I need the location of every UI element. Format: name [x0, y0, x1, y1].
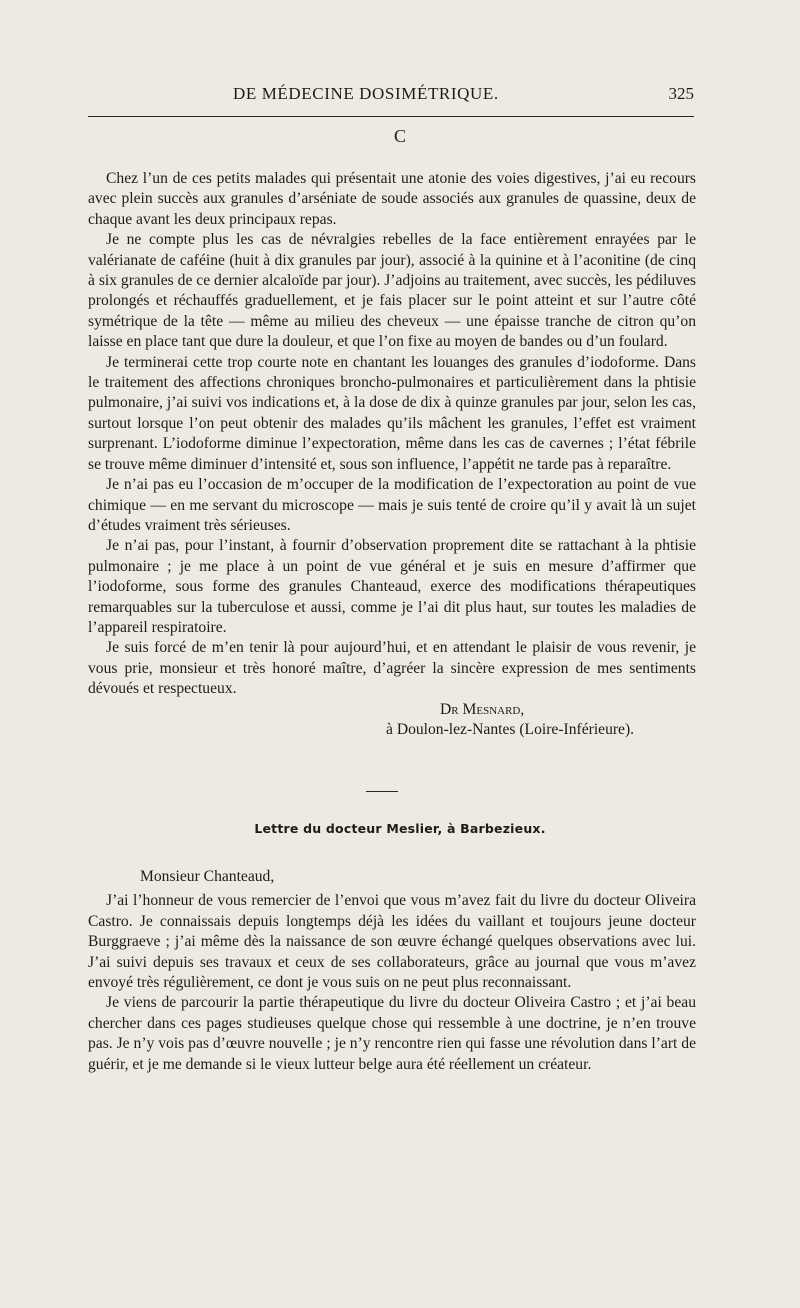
running-title: DE MÉDECINE DOSIMÉTRIQUE.	[233, 84, 499, 103]
letter-body	[88, 867, 696, 1075]
page-number: 325	[668, 84, 694, 103]
section-letter: C	[393, 126, 406, 146]
running-head	[88, 84, 694, 110]
paragraph: Je suis forcé de m’en tenir là pour aujourd’hui, et en attendant le plaisir de vous revenir, je vous prie, monsieur et très honoré maître, d’agréer la sincère expression de mes sentiments dévoués et respectueux.	[88, 639, 696, 698]
section-divider	[366, 791, 398, 792]
paragraph: J’ai l’honneur de vous remercier de l’envoi que vous m’avez fait du livre du docteur Oliveira Castro. Je connaissais depuis longtemps déjà les idées du vaillant et toujours jeune docteur Burggraeve ; j’ai même dès la naissance de son œuvre échangé quelques observations avec lui. J’ai suivi depuis ses travaux et ceux de ses collaborateurs, grâce au journal que vous m’avez envoyé très régulièrement, ce dont je vous suis on ne peut plus reconnaissant.	[88, 892, 696, 992]
header-rule	[88, 116, 694, 117]
letter-heading: Lettre du docteur Meslier, à Barbezieux.	[254, 821, 546, 836]
paragraph: Je terminerai cette trop courte note en chantant les louanges des granules d’iodoforme. Dans le traitement des affections chroniques broncho-pulmonaires et particulièrement dans la phtisie pulmonaire, j’ai suivi vos indications et, à la dose de dix à quinze granules par jour, selon les cas, surtout lorsque l’on peut obtenir des malades qu’ils mâchent les granules, l’effet est vraiment surprenant. L’iodoforme diminue l’expectoration, même dans les cas de cavernes ; l’état fébrile se trouve même diminuer d’intensité et, sous son influence, l’appétit ne tarde pas à reparaître.	[88, 353, 696, 473]
paragraph: Je viens de parcourir la partie thérapeutique du livre du docteur Oliveira Castro ; et j’ai beau chercher dans ces pages studieuses quelque chose qui ressemble à une doctrine, je n’en trouve pas. Je n’y vois pas d’œuvre nouvelle ; je n’y rencontre rien qui fasse une révolution dans l’art de guérir, et je me demande si le vieux lutteur belge aura été réellement un créateur.	[88, 994, 696, 1073]
paragraph: Chez l’un de ces petits malades qui présentait une atonie des voies digestives, j’ai eu recours avec plein succès aux granules d’arséniate de soude associés aux granules de quassine, deux de chaque avant les deux principaux repas.	[88, 170, 696, 228]
signature-place: à Doulon-lez-Nantes (Loire-Inférieure).	[386, 720, 635, 738]
paragraph: Je ne compte plus les cas de névralgies rebelles de la face entièrement enrayées par le valérianate de caféine (huit à dix granules par jour), associé à la quinine et à l’aconitine (de cinq à six granules de ce dernier alcaloïde par jour). J’adjoins au traitement, avec succès, les pédiluves prolongés et réchauffés graduellement, et je fais placer sur le point atteint et sur l’autre côté symétrique de la tête — même au milieu des cheveux — une épaisse tranche de citron qu’on laisse en place tant que dure la douleur, et que l’on fixe au moyen de bandes ou d’un foulard.	[88, 231, 696, 351]
salutation: Monsieur Chanteaud,	[140, 868, 275, 885]
paragraph: Je n’ai pas, pour l’instant, à fournir d’observation proprement dite se rattachant à la phtisie pulmonaire ; je me place à un point de vue général et je suis en mesure d’affirmer que l’iodoforme, sous forme des granules Chanteaud, exerce des modifications thérapeutiques remarquables sur la tuberculose et aussi, comme je l’ai dit plus haut, sur toutes les maladies de l’appareil respiratoire.	[88, 537, 696, 636]
signature-name: Dr Mesnard,	[440, 700, 525, 718]
article-body	[88, 169, 696, 740]
paragraph: Je n’ai pas eu l’occasion de m’occuper de la modification de l’expectoration au point de vue chimique — en me servant du microscope — mais je suis tenté de croire qu’il y avait là un sujet d’études vraiment très sérieuses.	[88, 476, 696, 534]
